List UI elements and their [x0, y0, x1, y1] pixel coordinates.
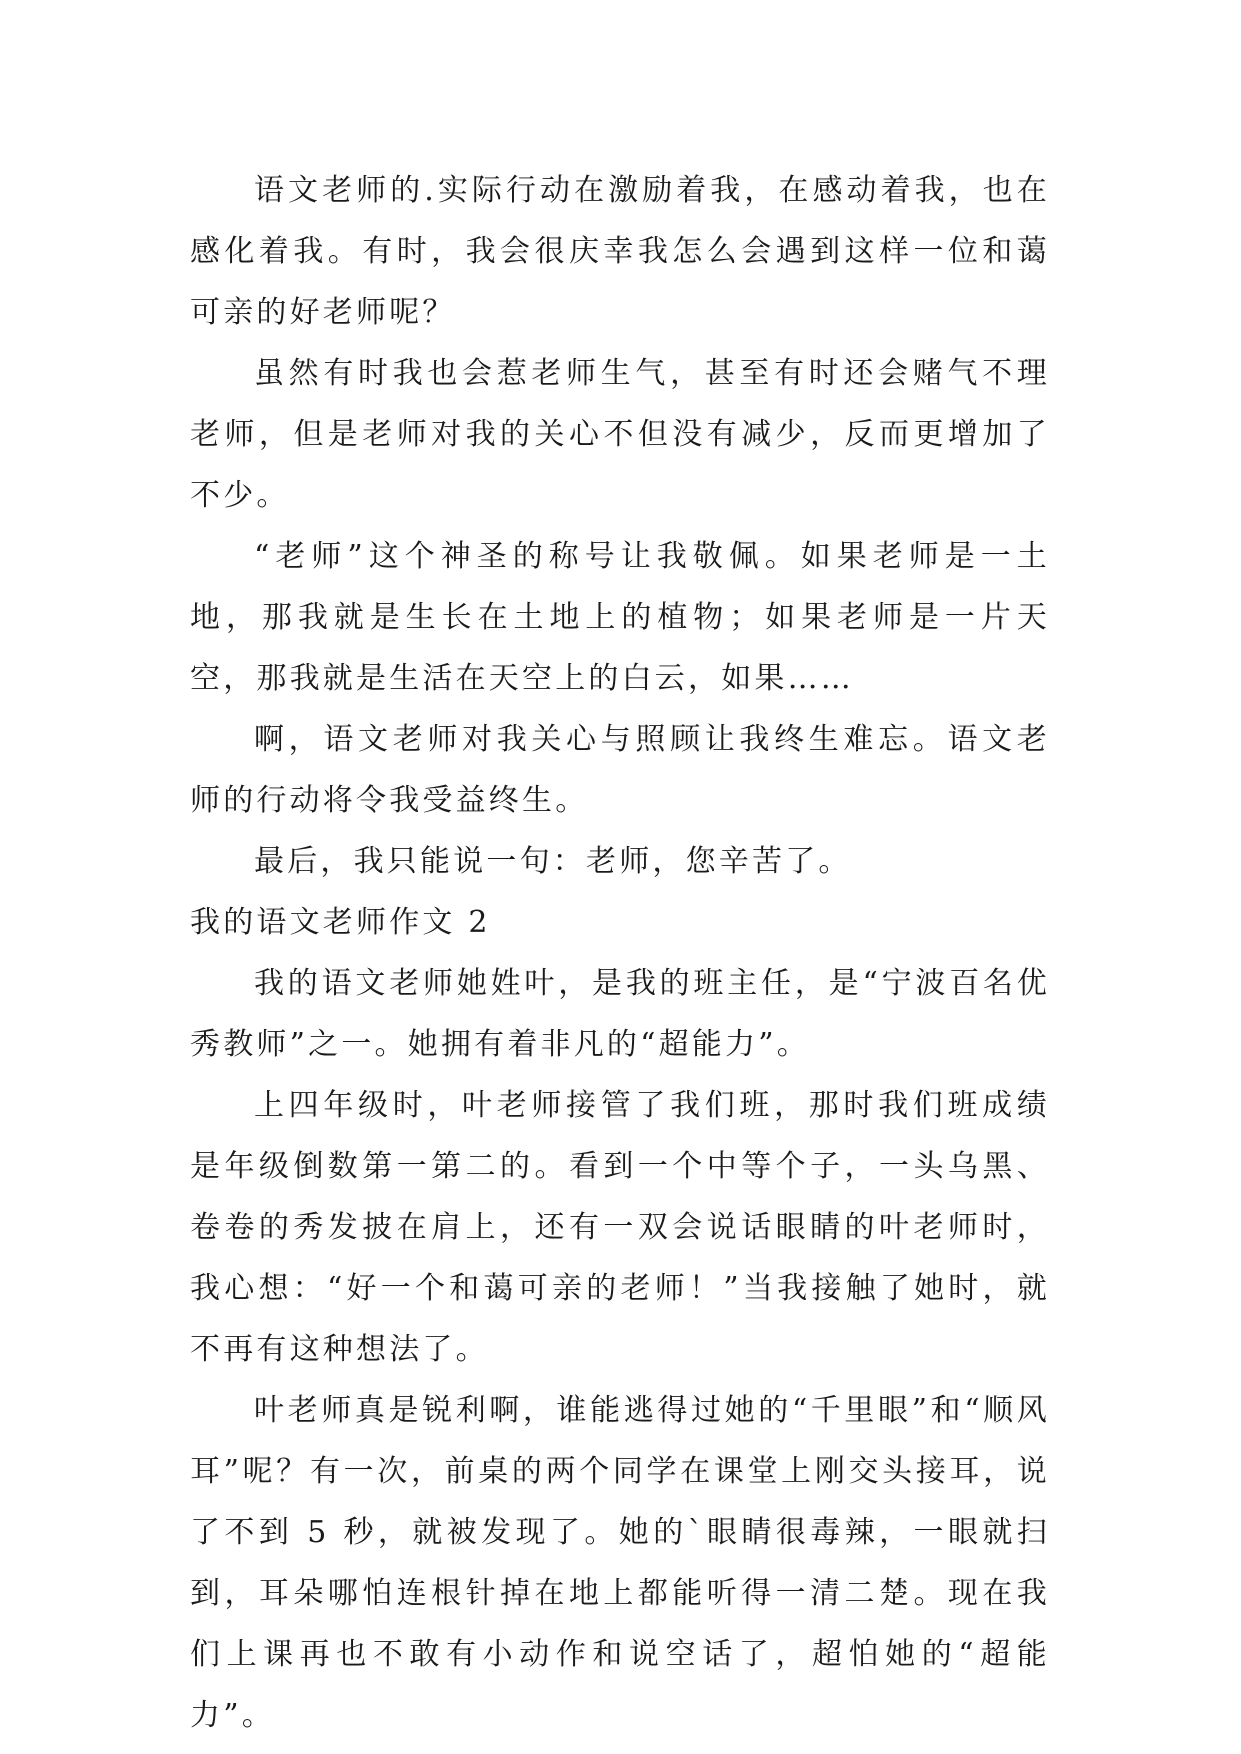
- paragraph-6: 我的语文老师她姓叶，是我的班主任，是“宁波百名优秀教师”之一。她拥有着非凡的“超能力”。: [190, 966, 1050, 1062]
- paragraph-7: 上四年级时，叶老师接管了我们班，那时我们班成绩是年级倒数第一第二的。看到一个中等个子，一头乌黑、卷卷的秀发披在肩上，还有一双会说话眼睛的叶老师时，我心想：“好一个和蔼可亲的老师！”当我接触了她时，就不再有这种想法了。: [190, 1088, 1050, 1367]
- paragraph-5: 最后，我只能说一句：老师，您辛苦了。: [254, 844, 852, 879]
- section-heading: 我的语文老师作文 2: [190, 905, 491, 940]
- document-page: [190, 160, 1050, 1746]
- paragraph-4: 啊，语文老师对我关心与照顾让我终生难忘。语文老师的行动将令我受益终生。: [190, 722, 1050, 818]
- paragraph-1: 语文老师的.实际行动在激励着我，在感动着我，也在感化着我。有时，我会很庆幸我怎么会遇到这样一位和蔼可亲的好老师呢？: [190, 173, 1050, 330]
- paragraph-2: 虽然有时我也会惹老师生气，甚至有时还会赌气不理老师，但是老师对我的关心不但没有减少，反而更增加了不少。: [190, 356, 1050, 513]
- paragraph-3: “老师”这个神圣的称号让我敬佩。如果老师是一土地，那我就是生长在土地上的植物；如果老师是一片天空，那我就是生活在天空上的白云，如果……: [190, 539, 1050, 696]
- paragraph-8: 叶老师真是锐利啊，谁能逃得过她的“千里眼”和“顺风耳”呢？有一次，前桌的两个同学在课堂上刚交头接耳，说了不到 5 秒，就被发现了。她的`眼睛很毒辣，一眼就扫到，耳朵哪怕连根针掉在地上都能听得一清二楚。现在我们上课再也不敢有小动作和说空话了，超怕她的“超能力”。: [190, 1393, 1050, 1733]
